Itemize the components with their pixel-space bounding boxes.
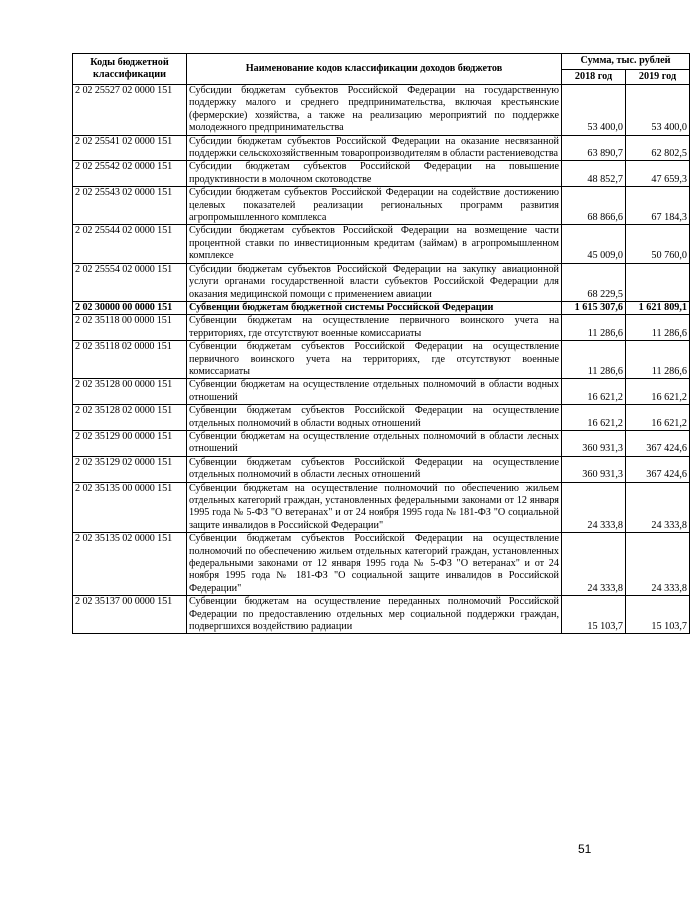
column-header-2018: 2018 год <box>562 69 626 85</box>
value-2019-cell: 11 286,6 <box>626 315 690 341</box>
table-row <box>73 301 690 314</box>
value-2018-cell: 1 615 307,6 <box>562 301 626 314</box>
value-2018-cell: 16 621,2 <box>562 405 626 431</box>
value-2019-cell <box>626 263 690 301</box>
value-2018-cell: 11 286,6 <box>562 341 626 379</box>
name-cell: Субсидии бюджетам субъектов Российской Федерации на закупку авиационной услуги органами государственной власти субъектов Российской Федерации для оказания медицинской помощи с применением авиации <box>187 263 562 301</box>
value-2019-cell: 367 424,6 <box>626 456 690 482</box>
code-cell: 2 02 30000 00 0000 151 <box>73 301 187 314</box>
value-2019-cell: 16 621,2 <box>626 405 690 431</box>
code-cell: 2 02 35135 02 0000 151 <box>73 533 187 596</box>
table-row <box>73 430 690 456</box>
value-2018-cell: 16 621,2 <box>562 379 626 405</box>
table-row <box>73 85 690 136</box>
name-cell: Субсидии бюджетам субъектов Российской Федерации на содействие достижению целевых показателей реализации региональных программ развития агропромышленного комплекса <box>187 187 562 225</box>
page-number: 51 <box>578 842 592 856</box>
code-cell: 2 02 35129 02 0000 151 <box>73 456 187 482</box>
name-cell: Субсидии бюджетам субъектов Российской Федерации на оказание несвязанной поддержки сельскохозяйственным товаропроизводителям в области растениеводства <box>187 135 562 161</box>
value-2019-cell: 15 103,7 <box>626 596 690 634</box>
value-2018-cell: 68 229,5 <box>562 263 626 301</box>
value-2019-cell: 367 424,6 <box>626 430 690 456</box>
name-cell: Субвенции бюджетам субъектов Российской Федерации на осуществление отдельных полномочий в области водных отношений <box>187 405 562 431</box>
name-cell: Субвенции бюджетам субъектов Российской Федерации на осуществление отдельных полномочий в области лесных отношений <box>187 456 562 482</box>
code-cell: 2 02 25541 02 0000 151 <box>73 135 187 161</box>
table-body <box>73 85 690 634</box>
value-2019-cell: 24 333,8 <box>626 533 690 596</box>
value-2018-cell: 360 931,3 <box>562 430 626 456</box>
table-row <box>73 405 690 431</box>
code-cell: 2 02 35128 02 0000 151 <box>73 405 187 431</box>
code-cell: 2 02 25544 02 0000 151 <box>73 225 187 263</box>
name-cell: Субвенции бюджетам субъектов Российской Федерации на осуществление первичного воинского учета на территориях, где отсутствуют военные комиссариаты <box>187 341 562 379</box>
value-2018-cell: 15 103,7 <box>562 596 626 634</box>
table-row <box>73 161 690 187</box>
value-2018-cell: 48 852,7 <box>562 161 626 187</box>
name-cell: Субвенции бюджетам бюджетной системы Российской Федерации <box>187 301 562 314</box>
value-2019-cell: 1 621 809,1 <box>626 301 690 314</box>
code-cell: 2 02 35118 00 0000 151 <box>73 315 187 341</box>
code-cell: 2 02 35137 00 0000 151 <box>73 596 187 634</box>
value-2018-cell: 360 931,3 <box>562 456 626 482</box>
table-row <box>73 341 690 379</box>
value-2019-cell: 53 400,0 <box>626 85 690 136</box>
table-row <box>73 225 690 263</box>
value-2019-cell: 67 184,3 <box>626 187 690 225</box>
value-2019-cell: 62 802,5 <box>626 135 690 161</box>
code-cell: 2 02 25542 02 0000 151 <box>73 161 187 187</box>
table-row <box>73 596 690 634</box>
table-row <box>73 263 690 301</box>
code-cell: 2 02 25543 02 0000 151 <box>73 187 187 225</box>
value-2019-cell: 24 333,8 <box>626 482 690 533</box>
name-cell: Субсидии бюджетам субъектов Российской Федерации на повышение продуктивности в молочном скотоводстве <box>187 161 562 187</box>
name-cell: Субвенции бюджетам на осуществление отдельных полномочий в области лесных отношений <box>187 430 562 456</box>
value-2018-cell: 11 286,6 <box>562 315 626 341</box>
name-cell: Субсидии бюджетам субъектов Российской Федерации на государственную поддержку малого и среднего предпринимательства, включая крестьянские (фермерские) хозяйства, а также на реализацию мероприятий по поддержке молодежного предпринимательства <box>187 85 562 136</box>
column-header-sum: Сумма, тыс. рублей <box>562 54 690 70</box>
value-2018-cell: 24 333,8 <box>562 533 626 596</box>
name-cell: Субвенции бюджетам на осуществление полномочий по обеспечению жильем отдельных категорий граждан, установленных федеральными законами от 12 января 1995 года № 5-ФЗ "О ветеранах" и от 24 ноября 1995 года № 181-ФЗ "О социальной защите инвалидов в Российской Федерации" <box>187 482 562 533</box>
name-cell: Субвенции бюджетам на осуществление отдельных полномочий в области водных отношений <box>187 379 562 405</box>
document-page <box>72 53 688 634</box>
code-cell: 2 02 35118 02 0000 151 <box>73 341 187 379</box>
table-row <box>73 482 690 533</box>
table-row <box>73 315 690 341</box>
table-row <box>73 187 690 225</box>
name-cell: Субвенции бюджетам на осуществление первичного воинского учета на территориях, где отсутствуют военные комиссариаты <box>187 315 562 341</box>
column-header-name: Наименование кодов классификации доходов бюджетов <box>187 54 562 85</box>
value-2019-cell: 47 659,3 <box>626 161 690 187</box>
value-2018-cell: 24 333,8 <box>562 482 626 533</box>
column-header-2019: 2019 год <box>626 69 690 85</box>
value-2018-cell: 45 009,0 <box>562 225 626 263</box>
table-row <box>73 379 690 405</box>
value-2019-cell: 50 760,0 <box>626 225 690 263</box>
code-cell: 2 02 35129 00 0000 151 <box>73 430 187 456</box>
table-row <box>73 456 690 482</box>
value-2018-cell: 63 890,7 <box>562 135 626 161</box>
table-row <box>73 533 690 596</box>
value-2018-cell: 53 400,0 <box>562 85 626 136</box>
code-cell: 2 02 25527 02 0000 151 <box>73 85 187 136</box>
value-2019-cell: 16 621,2 <box>626 379 690 405</box>
table-header-row <box>73 54 690 70</box>
name-cell: Субсидии бюджетам субъектов Российской Федерации на возмещение части процентной ставки по инвестиционным кредитам (займам) в агропромышленном комплексе <box>187 225 562 263</box>
budget-table <box>72 53 690 634</box>
value-2019-cell: 11 286,6 <box>626 341 690 379</box>
value-2018-cell: 68 866,6 <box>562 187 626 225</box>
code-cell: 2 02 35135 00 0000 151 <box>73 482 187 533</box>
name-cell: Субвенции бюджетам субъектов Российской Федерации на осуществление полномочий по обеспечению жильем отдельных категорий граждан, установленных федеральными законами от 12 января 1995 года № 5-ФЗ "О ветеранах" и от 24 ноября 1995 года № 181-ФЗ "О социальной защите инвалидов в Российской Федерации" <box>187 533 562 596</box>
table-row <box>73 135 690 161</box>
name-cell: Субвенции бюджетам на осуществление переданных полномочий Российской Федерации по предоставлению отдельных мер социальной поддержки граждан, подвергшихся воздействию радиации <box>187 596 562 634</box>
code-cell: 2 02 25554 02 0000 151 <box>73 263 187 301</box>
code-cell: 2 02 35128 00 0000 151 <box>73 379 187 405</box>
column-header-codes: Коды бюджетной классификации <box>73 54 187 85</box>
